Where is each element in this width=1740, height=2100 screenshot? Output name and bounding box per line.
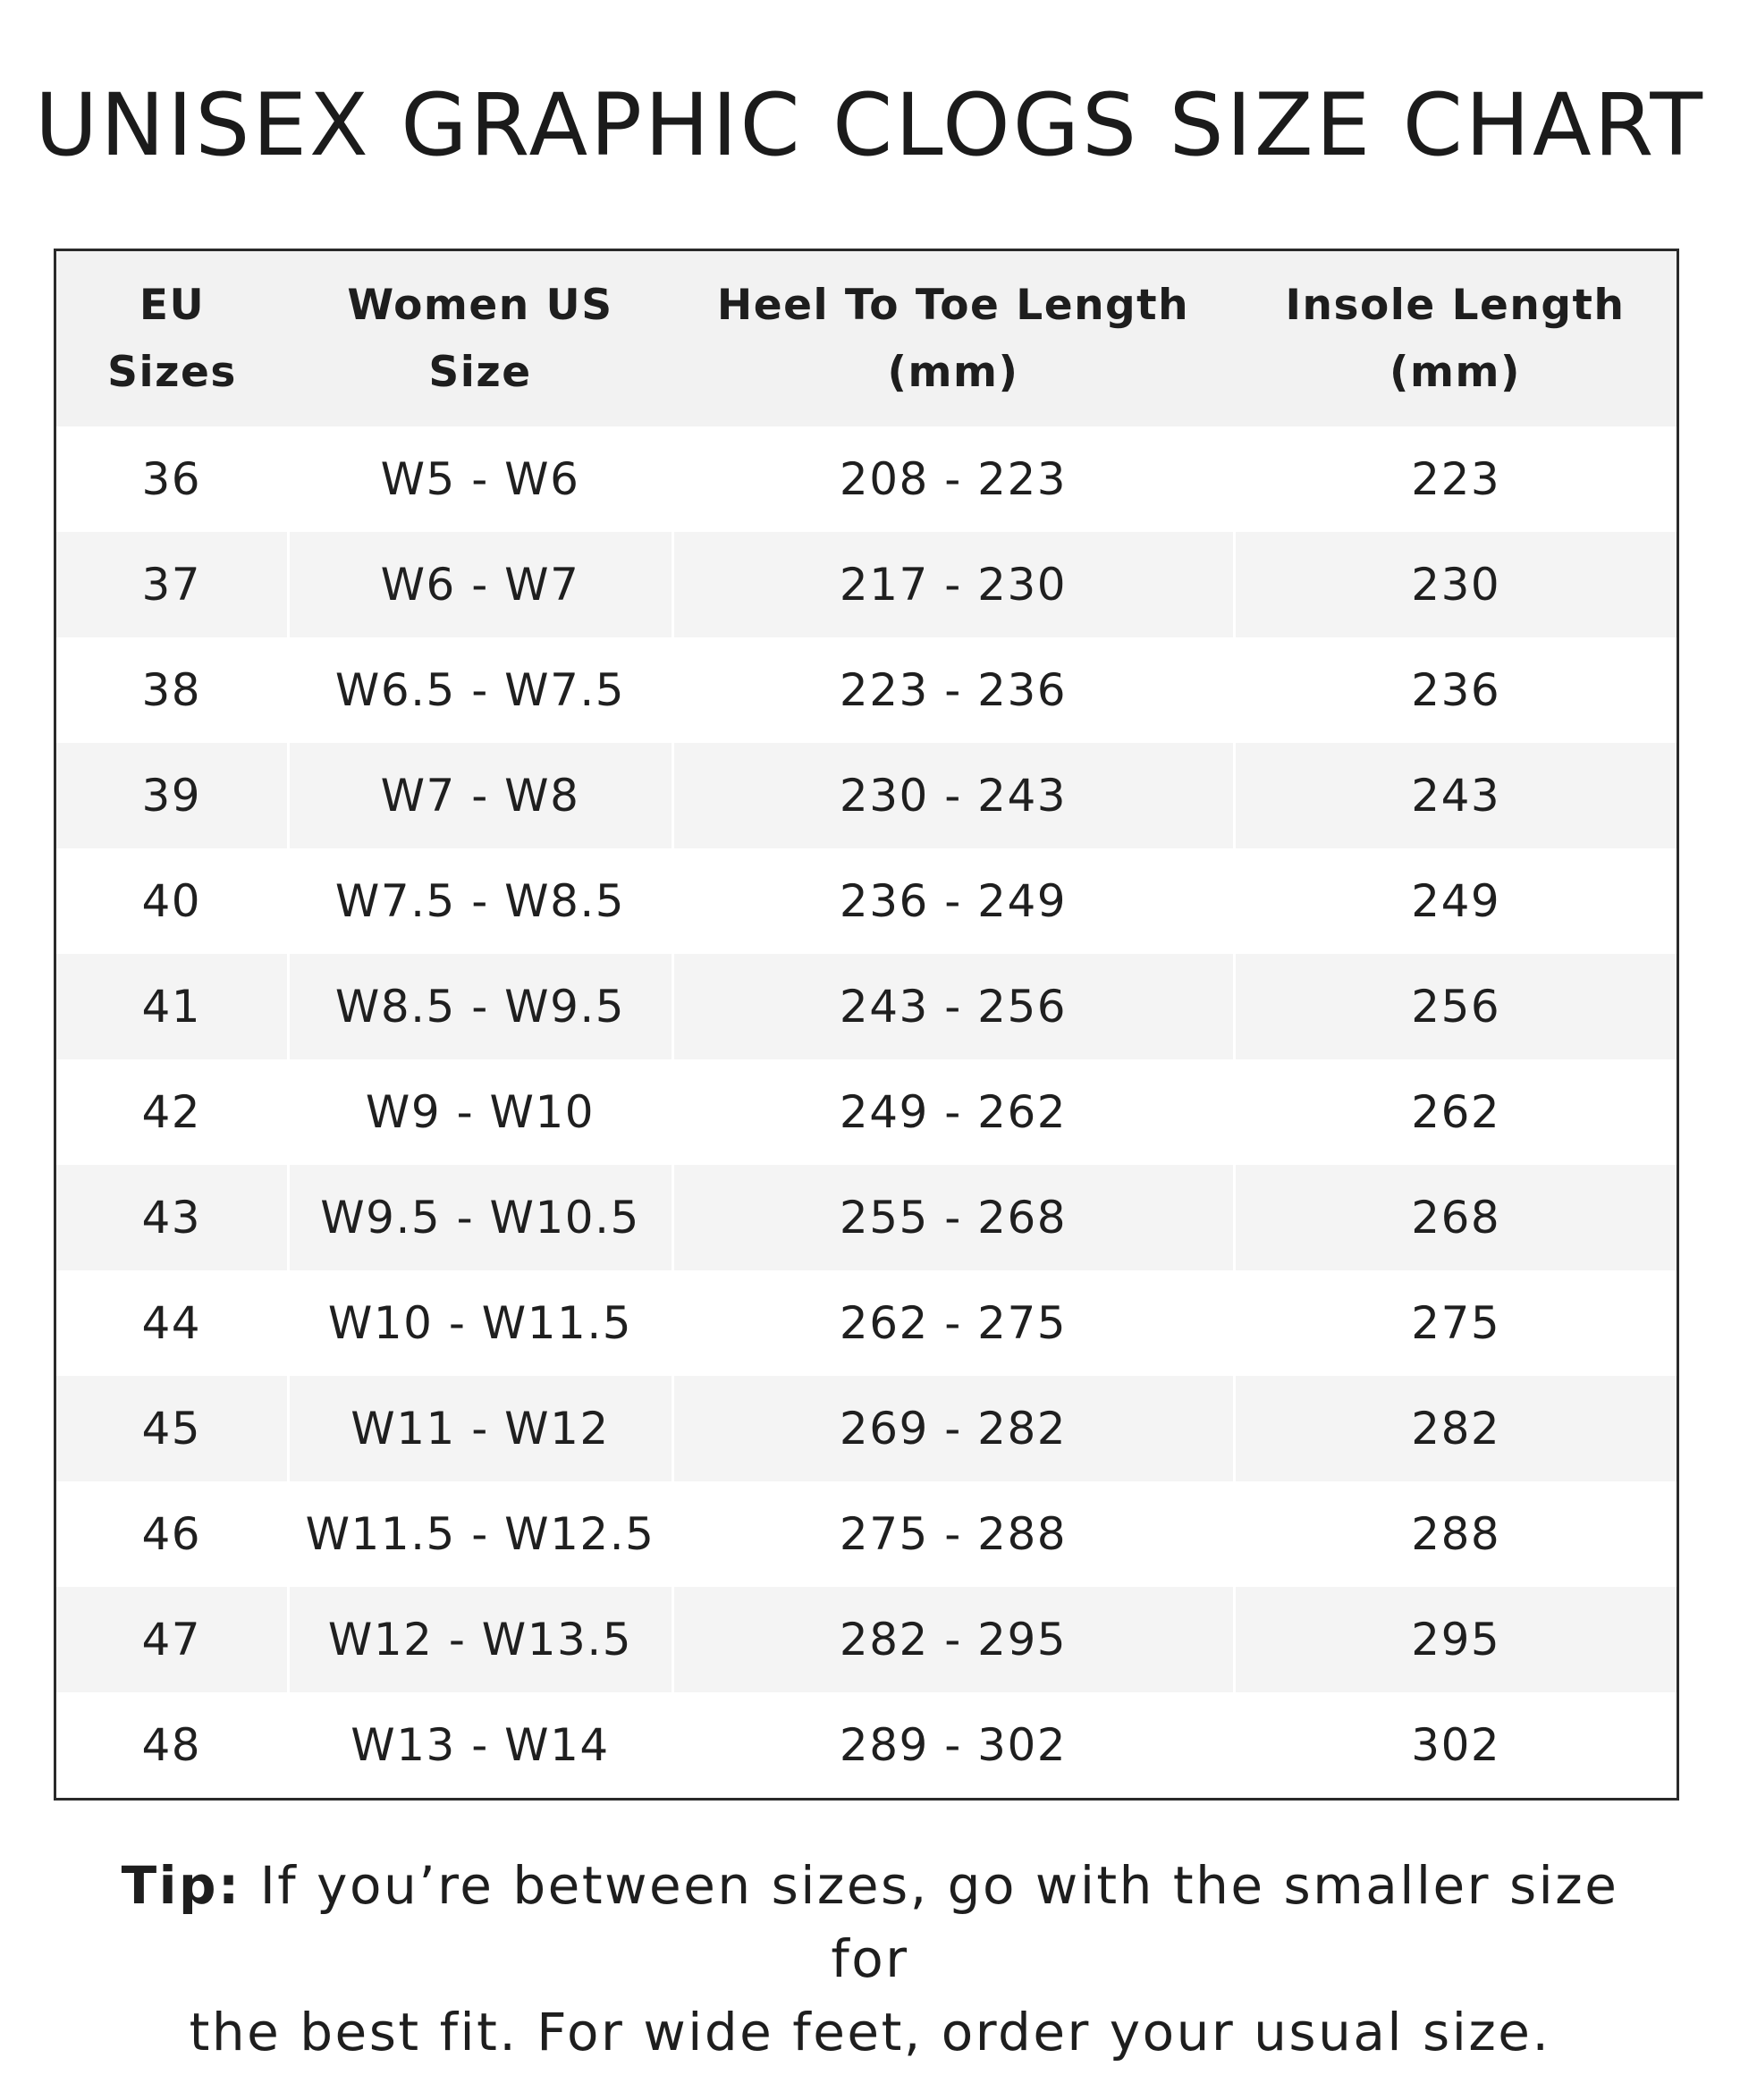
tip-text [80,1849,1660,2069]
cell-women-us-size: W12 - W13.5 [288,1587,672,1692]
table-row [56,1587,1677,1692]
cell-insole-length: 256 [1234,954,1677,1059]
cell-eu-size: 43 [56,1165,288,1270]
cell-heel-to-toe-length: 243 - 256 [672,954,1234,1059]
cell-insole-length: 302 [1234,1692,1677,1798]
cell-insole-length: 236 [1234,637,1677,743]
table-row [56,1059,1677,1165]
header-line: Women US [347,281,613,330]
table-header [56,251,1677,426]
cell-eu-size: 45 [56,1376,288,1481]
cell-heel-to-toe-length: 255 - 268 [672,1165,1234,1270]
cell-eu-size: 44 [56,1270,288,1376]
table-row [56,1692,1677,1798]
cell-eu-size: 47 [56,1587,288,1692]
cell-women-us-size: W6.5 - W7.5 [288,637,672,743]
tip-label: Tip: [121,1855,241,1916]
header-insole-length [1234,251,1677,426]
cell-insole-length: 268 [1234,1165,1677,1270]
cell-heel-to-toe-length: 262 - 275 [672,1270,1234,1376]
cell-eu-size: 39 [56,743,288,848]
cell-insole-length: 262 [1234,1059,1677,1165]
cell-women-us-size: W7.5 - W8.5 [288,848,672,954]
page-title: UNISEX GRAPHIC CLOGS SIZE CHART [34,75,1705,175]
size-chart-table [54,249,1679,1801]
header-heel-to-toe-length [672,251,1234,426]
cell-insole-length: 230 [1234,532,1677,637]
cell-insole-length: 223 [1234,426,1677,532]
header-women-us-size [288,251,672,426]
table-row [56,426,1677,532]
cell-heel-to-toe-length: 208 - 223 [672,426,1234,532]
cell-insole-length: 295 [1234,1587,1677,1692]
cell-eu-size: 41 [56,954,288,1059]
tip-line-1: If you’re between sizes, go with the smaller size for [259,1855,1619,1989]
table-row [56,743,1677,848]
cell-women-us-size: W8.5 - W9.5 [288,954,672,1059]
cell-women-us-size: W10 - W11.5 [288,1270,672,1376]
cell-heel-to-toe-length: 289 - 302 [672,1692,1234,1798]
header-eu-sizes [56,251,288,426]
cell-insole-length: 288 [1234,1481,1677,1587]
cell-insole-length: 275 [1234,1270,1677,1376]
table-row [56,848,1677,954]
cell-heel-to-toe-length: 230 - 243 [672,743,1234,848]
table-body [56,426,1677,1798]
cell-women-us-size: W11 - W12 [288,1376,672,1481]
table-row [56,1481,1677,1587]
header-line: Size [428,348,532,397]
cell-heel-to-toe-length: 223 - 236 [672,637,1234,743]
cell-heel-to-toe-length: 269 - 282 [672,1376,1234,1481]
table-row [56,637,1677,743]
table-row [56,1270,1677,1376]
header-row [56,251,1677,426]
header-line: Sizes [107,348,237,397]
cell-insole-length: 249 [1234,848,1677,954]
cell-eu-size: 38 [56,637,288,743]
cell-heel-to-toe-length: 249 - 262 [672,1059,1234,1165]
cell-women-us-size: W9.5 - W10.5 [288,1165,672,1270]
cell-insole-length: 243 [1234,743,1677,848]
cell-eu-size: 46 [56,1481,288,1587]
table-row [56,532,1677,637]
table-row [56,1165,1677,1270]
cell-heel-to-toe-length: 275 - 288 [672,1481,1234,1587]
cell-heel-to-toe-length: 236 - 249 [672,848,1234,954]
cell-women-us-size: W7 - W8 [288,743,672,848]
tip-line-2: the best fit. For wide feet, order your usual size. [189,2002,1551,2062]
header-line: Heel To Toe Length [716,281,1190,330]
cell-insole-length: 282 [1234,1376,1677,1481]
cell-women-us-size: W13 - W14 [288,1692,672,1798]
header-line: (mm) [887,348,1019,397]
table-row [56,1376,1677,1481]
header-line: EU [139,281,206,330]
cell-eu-size: 36 [56,426,288,532]
cell-heel-to-toe-length: 217 - 230 [672,532,1234,637]
header-line: Insole Length [1285,281,1626,330]
header-line: (mm) [1389,348,1521,397]
cell-eu-size: 42 [56,1059,288,1165]
table-row [56,954,1677,1059]
cell-women-us-size: W6 - W7 [288,532,672,637]
cell-women-us-size: W11.5 - W12.5 [288,1481,672,1587]
cell-women-us-size: W5 - W6 [288,426,672,532]
cell-eu-size: 40 [56,848,288,954]
cell-women-us-size: W9 - W10 [288,1059,672,1165]
cell-eu-size: 48 [56,1692,288,1798]
cell-heel-to-toe-length: 282 - 295 [672,1587,1234,1692]
cell-eu-size: 37 [56,532,288,637]
